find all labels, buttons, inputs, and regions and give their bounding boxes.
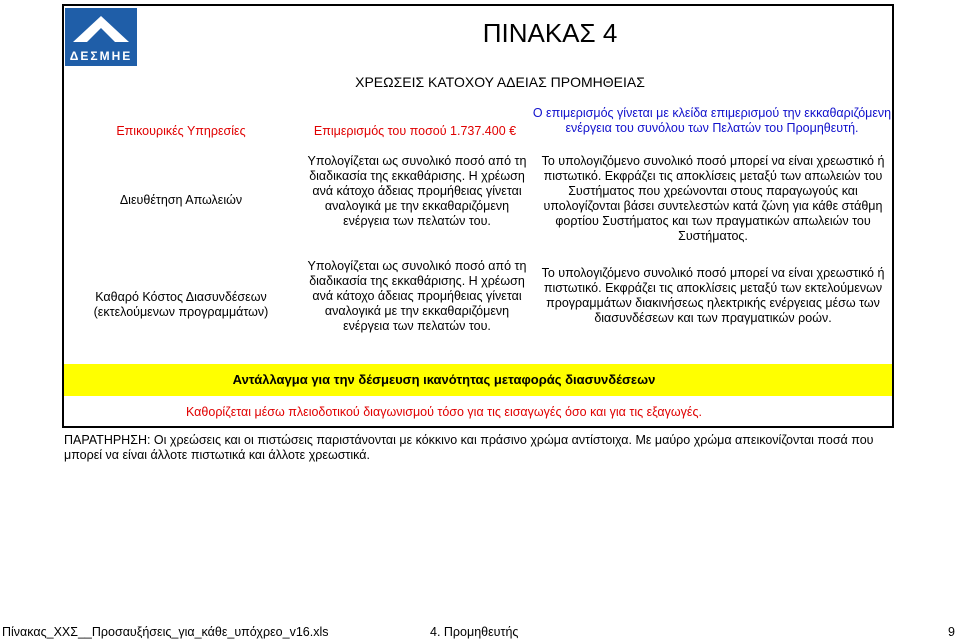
footer-page-number: 9: [948, 625, 955, 639]
logo-mark-icon: [71, 14, 131, 44]
page-title: ΠΙΝΑΚΑΣ 4: [482, 18, 618, 48]
row-description-interconnections: Το υπολογιζόμενο συνολικό ποσό μπορεί να είναι χρεωστικό ή πιστωτικό. Εκφράζει τις αποκλίσεις μεταξύ των εκτελούμενων προγραμμάτων διακινήσεως ηλεκτρικής ενέργειας μέσω των διασυνδέσεων και των πραγματικών ροών.: [541, 266, 885, 325]
row-label-losses: Διευθέτηση Απωλειών: [119, 193, 243, 207]
row-label-interconnections: Καθαρό Κόστος Διασυνδέσεων (εκτελούμενων προγραμμάτων): [93, 290, 269, 319]
row-charge-interconnections: Υπολογίζεται ως συνολικό ποσό από τη διαδικασία της εκκαθάρισης. Η χρέωση ανά κάτοχο άδειας προμήθειας γίνεται αναλογικά με την εκκαθαριζόμενη ενέργεια των πελατών του.: [307, 259, 527, 333]
remark-note: ΠΑΡΑΤΗΡΗΣΗ: Οι χρεώσεις και οι πιστώσεις παριστάνονται με κόκκινο και πράσινο χρώμα αντίστοιχα. Με μαύρο χρώμα απεικονίζονται ποσά που μπορεί να είναι άλλοτε πιστωτικά και άλλοτε χρεωστικά.: [64, 433, 874, 462]
row-description-losses: Το υπολογιζόμενο συνολικό ποσό μπορεί να είναι χρεωστικό ή πιστωτικό. Εκφράζει τις αποκλίσεις μεταξύ των απωλειών του Συστήματος που χρεώνονται στους παραγωγούς και υπολογίζονται βάσει συντελεστών κατά ζώνη για κάθε στάθμη φορτίου Συστήματος και των πραγματικών απωλειών του Συστήματος.: [541, 154, 885, 243]
row-charge-ancillary: Επιμερισμός του ποσού 1.737.400 €: [313, 124, 517, 138]
row-description-ancillary: Ο επιμερισμός γίνεται με κλείδα επιμερισμού την εκκαθαριζόμενη ενέργεια του συνόλου των Πελατών του Προμηθευτή.: [532, 106, 892, 135]
row-label-ancillary: Επικουρικές Υπηρεσίες: [116, 124, 246, 138]
footer-filename: Πίνακας_ΧΧΣ__Προσαυξήσεις_για_κάθε_υπόχρεο_v16.xls: [2, 625, 329, 639]
capacity-heading: Αντάλλαγμα για την δέσμευση ικανότητας μεταφοράς διασυνδέσεων: [232, 372, 656, 387]
capacity-text: Καθορίζεται μέσω πλειοδοτικού διαγωνισμού τόσο για τις εισαγωγές όσο και για τις εξαγωγές.: [186, 405, 702, 419]
desmie-logo: [65, 8, 137, 66]
footer-sheet-name: 4. Προμηθευτής: [430, 625, 519, 639]
logo-text: ΔΕΣΜΗΕ: [69, 49, 133, 63]
row-charge-losses: Υπολογίζεται ως συνολικό ποσό από τη διαδικασία της εκκαθάρισης. Η χρέωση ανά κάτοχο άδειας προμήθειας γίνεται αναλογικά με την εκκαθαριζόμενη ενέργεια των πελατών του.: [307, 154, 527, 228]
page-subtitle: ΧΡΕΩΣΕΙΣ ΚΑΤΟΧΟΥ ΑΔΕΙΑΣ ΠΡΟΜΗΘΕΙΑΣ: [355, 74, 645, 90]
